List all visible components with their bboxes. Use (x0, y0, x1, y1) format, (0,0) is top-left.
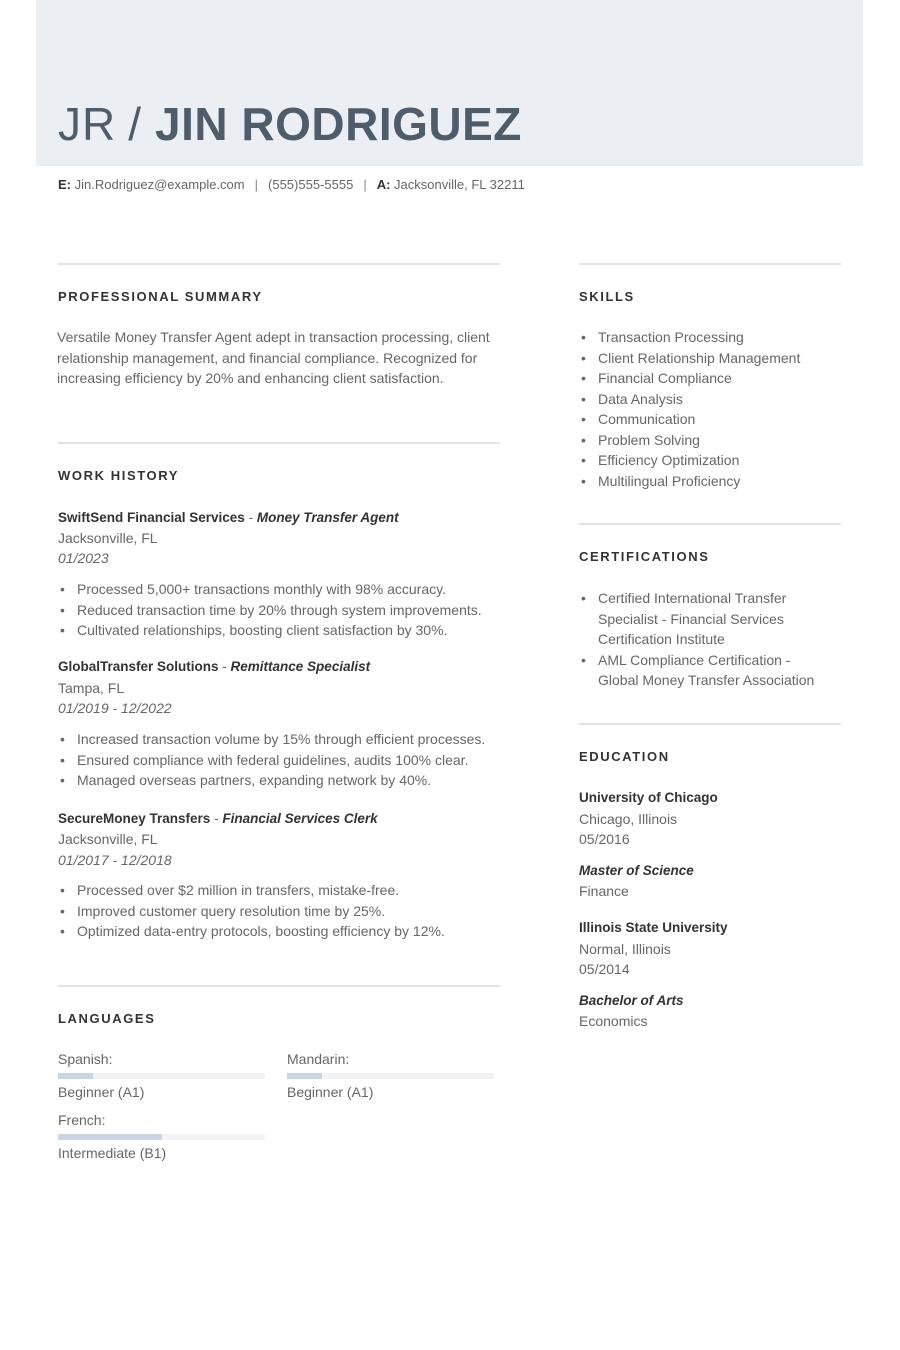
degree-field: Finance (579, 883, 629, 899)
language-name: Mandarin: (287, 1051, 350, 1067)
language-proficiency-bar (58, 1134, 265, 1140)
graduation-date: 05/2014 (579, 961, 630, 977)
job-bullets (58, 579, 503, 641)
certifications-list (579, 588, 824, 691)
language-level: Beginner (A1) (287, 1084, 374, 1100)
language-name: Spanish: (58, 1051, 113, 1067)
school-name: University of Chicago (579, 790, 718, 805)
phone-value[interactable]: (555)555-5555 (268, 177, 354, 192)
list-item: • Increased transaction volume by 15% through efficient processes. (58, 729, 503, 750)
language-level: Beginner (A1) (58, 1084, 145, 1100)
degree-name: Bachelor of Arts (579, 992, 684, 1008)
school-name: Illinois State University (579, 920, 728, 935)
list-item: • Processed over $2 million in transfers, mistake-free. (58, 880, 503, 901)
job-dash: - (210, 811, 223, 826)
section-divider (579, 263, 841, 265)
list-item: • Transaction Processing (579, 327, 841, 348)
job-dates: 01/2017 - 12/2018 (58, 852, 172, 868)
job-role: Money Transfer Agent (256, 510, 399, 525)
section-divider (58, 985, 500, 987)
language-proficiency-bar (287, 1073, 494, 1079)
job-title-line (58, 657, 370, 677)
proficiency-fill (58, 1073, 93, 1079)
school-location: Chicago, Illinois (579, 810, 678, 827)
education-title: EDUCATION (579, 749, 670, 764)
certifications-title: CERTIFICATIONS (579, 549, 710, 564)
list-item: • Problem Solving (579, 430, 841, 451)
proficiency-fill (58, 1134, 162, 1140)
languages-title: LANGUAGES (58, 1011, 156, 1026)
list-item: • Reduced transaction time by 20% through system improvements. (58, 600, 503, 621)
list-item: • Data Analysis (579, 389, 841, 410)
education-entry (579, 787, 841, 902)
job-role: Remittance Specialist (230, 659, 371, 674)
job-bullets (58, 729, 503, 791)
section-divider (579, 523, 841, 525)
education-entry (579, 917, 841, 1032)
school-location: Normal, Illinois (579, 940, 671, 957)
language-proficiency-bar (58, 1073, 265, 1079)
list-item: • Processed 5,000+ transactions monthly with 98% accuracy. (58, 579, 503, 600)
name-initials: JR (58, 98, 117, 150)
section-divider (58, 442, 500, 444)
company-name: SecureMoney Transfers (58, 811, 211, 826)
email-value[interactable]: Jin.Rodriguez@example.com (74, 177, 245, 192)
name-heading (58, 96, 522, 152)
work-history-title: WORK HISTORY (58, 468, 180, 483)
list-item: • Managed overseas partners, expanding network by 40%. (58, 770, 503, 791)
job-location: Jacksonville, FL (58, 530, 158, 546)
job-role: Financial Services Clerk (222, 811, 378, 826)
proficiency-fill (287, 1073, 322, 1079)
address-label: A: (376, 177, 391, 192)
list-item: • Client Relationship Management (579, 348, 841, 369)
job-dates: 01/2023 (58, 550, 109, 566)
job-title-line (58, 809, 378, 829)
email-label: E: (58, 177, 71, 192)
skills-title: SKILLS (579, 289, 635, 304)
address-value: Jacksonville, FL 32211 (394, 177, 525, 192)
list-item: • Certified International Transfer Specialist - Financial Services Certification Institute (579, 588, 824, 650)
name-separator: / (128, 98, 142, 150)
job-location: Jacksonville, FL (58, 831, 158, 847)
list-item: • Financial Compliance (579, 368, 841, 389)
list-item: • Improved customer query resolution time by 25%. (58, 901, 503, 922)
language-name: French: (58, 1112, 106, 1128)
summary-text: Versatile Money Transfer Agent adept in transaction processing, client relationship management, and financial compliance. Recognized for increasing efficiency by 20% and enhancing client satisfaction. (57, 329, 490, 386)
degree-name: Master of Science (579, 862, 694, 878)
language-level: Intermediate (B1) (58, 1145, 167, 1161)
job-title-line (58, 508, 399, 528)
contact-separator: | (363, 177, 367, 192)
section-divider (579, 723, 841, 725)
summary-title: PROFESSIONAL SUMMARY (58, 289, 263, 304)
full-name: JIN RODRIGUEZ (155, 98, 522, 150)
job-dash: - (244, 510, 257, 525)
job-bullets (58, 880, 503, 942)
list-item: • Cultivated relationships, boosting client satisfaction by 30%. (58, 620, 503, 641)
graduation-date: 05/2016 (579, 831, 630, 847)
company-name: GlobalTransfer Solutions (58, 659, 219, 674)
company-name: SwiftSend Financial Services (58, 510, 245, 525)
contact-separator: | (254, 177, 259, 192)
degree-field: Economics (579, 1013, 648, 1029)
job-dates: 01/2019 - 12/2022 (58, 700, 172, 716)
contact-line (58, 176, 525, 194)
list-item: • Multilingual Proficiency (579, 471, 841, 492)
list-item: • Efficiency Optimization (579, 450, 841, 471)
job-dash: - (218, 659, 231, 674)
job-location: Tampa, FL (58, 680, 125, 696)
list-item: • Communication (579, 409, 841, 430)
list-item: • AML Compliance Certification - Global Money Transfer Association (579, 650, 824, 691)
section-divider (58, 263, 500, 265)
list-item: • Ensured compliance with federal guidelines, audits 100% clear. (58, 750, 503, 771)
list-item: • Optimized data-entry protocols, boosting efficiency by 12%. (58, 921, 503, 942)
skills-list (579, 327, 841, 491)
